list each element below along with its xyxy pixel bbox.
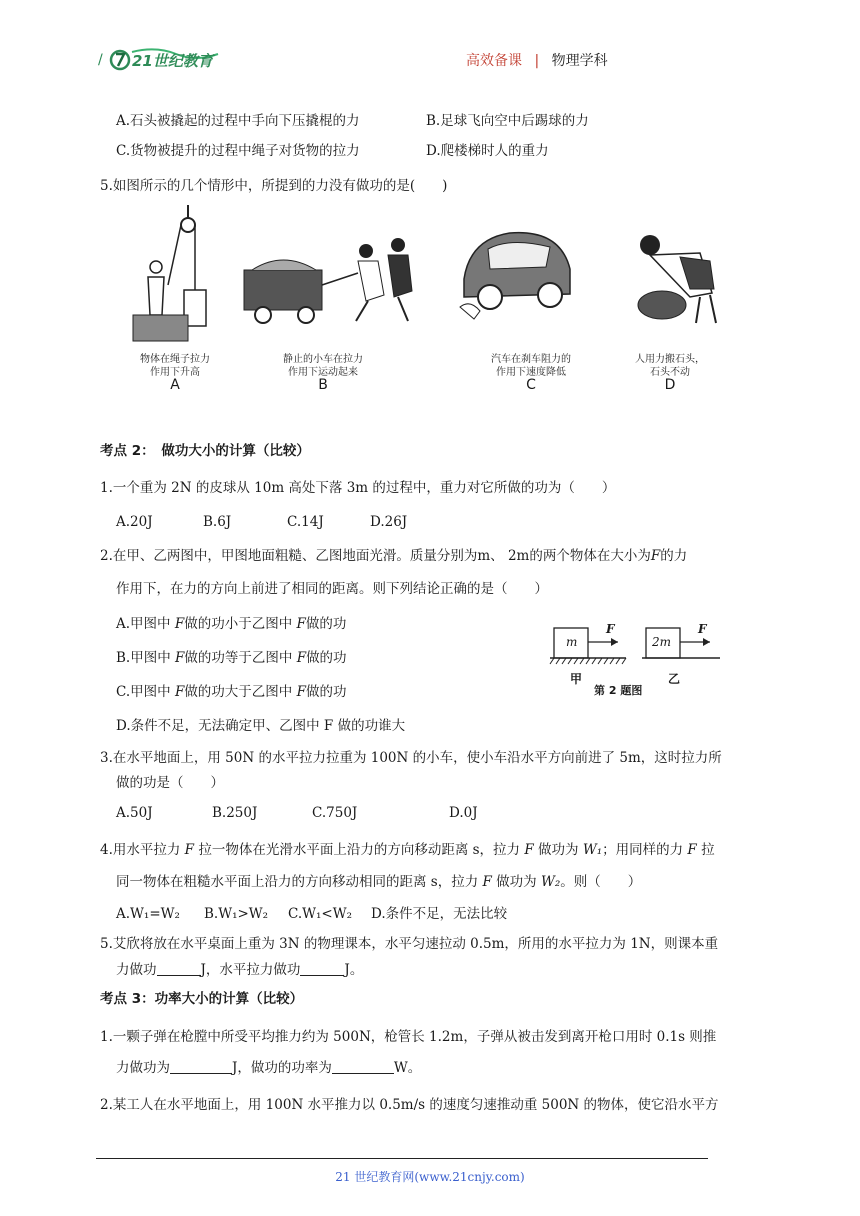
- s3-question-2-line1: 2.某工人在水平地面上，用 100N 水平推力以 0.5m/s 的速度匀速推动重 500N 的物体，使它沿水平方: [100, 1097, 719, 1113]
- s1-question-5: 5.如图所示的几个情形中，所提到的力没有做功的是( ): [100, 178, 448, 194]
- s2-q1-option-c: C.14J: [287, 514, 324, 530]
- s3-q1-blank-2[interactable]: [332, 1059, 394, 1074]
- s2-question-2-line1: [100, 546, 687, 566]
- s2-q2-a-p4: 做的功: [305, 616, 347, 632]
- footer-link[interactable]: 21 世纪教育网(www.21cnjy.com): [335, 1170, 525, 1184]
- s2-q2-c-p4: 做的功: [305, 684, 347, 700]
- s2-question-3-line2: 做的功是（ ）: [116, 775, 224, 791]
- s2-q4-l1-e: 拉: [696, 842, 715, 858]
- s2-q2-a-p2: 做的功小于乙图中: [184, 616, 297, 632]
- q2-fig-label-jia: 甲: [570, 672, 583, 686]
- s2-q2-l1-text: 2.在甲、乙两图中，甲图地面粗糙、乙图地面光滑。质量分别为m、 2m的两个物体在大小为: [100, 548, 651, 564]
- s3-question-1-line2: [116, 1058, 421, 1078]
- s2-question-2-line2: 作用下，在力的方向上前进了相同的距离。则下列结论正确的是（ ）: [116, 581, 548, 597]
- s2-q4-option-b: B.W₁>W₂: [204, 906, 269, 922]
- s2-q2-l1-end: 的力: [660, 548, 688, 564]
- s2-q5-l2-c: J。: [344, 962, 364, 978]
- s2-q4-l2-c: 。则（ ）: [560, 874, 642, 890]
- s2-question-5-line1: 5.艾欣将放在水平桌面上重为 3N 的物理课本，水平匀速拉动 0.5m，所用的水平拉力为 1N，则课本重: [100, 936, 719, 952]
- q2-figure: [548, 620, 728, 700]
- header-title-right: 物理学科: [551, 53, 608, 69]
- s2-q4-l1-f1: F: [184, 842, 195, 858]
- s2-q4-l2-b: 做功为: [491, 874, 541, 890]
- s2-q3-option-a: A.50J: [116, 805, 153, 821]
- pic-caption-a-line1: 物体在绳子拉力: [140, 354, 210, 365]
- s2-q2-b-p2: 做的功等于乙图中: [184, 650, 297, 666]
- s2-q5-l2-b: J，水平拉力做功: [200, 962, 301, 978]
- header-title-left: 高效备课: [466, 53, 522, 69]
- pic-caption-b: [268, 353, 378, 379]
- s2-q1-option-b: B.6J: [203, 514, 232, 530]
- q2-fig-force1-label: F: [606, 622, 615, 636]
- s2-q4-l1-a: 4.用水平拉力: [100, 842, 185, 858]
- s2-q2-b-p0: B.甲图中: [116, 650, 176, 666]
- s2-question-4-line2: [116, 872, 641, 892]
- s2-q4-l1-d: ；用同样的力: [602, 842, 688, 858]
- pic-letter-b: B: [318, 377, 328, 393]
- s2-q4-l2-a: 同一物体在粗糙水平面上沿力的方向移动相同的距离 s，拉力: [116, 874, 483, 890]
- pic-caption-c: [476, 353, 586, 379]
- person-stone-illustration: [620, 223, 730, 333]
- pic-caption-d-line2: 石头不动: [650, 367, 690, 378]
- s2-q4-option-a: A.W₁=W₂: [116, 906, 180, 922]
- s2-q2-option-a: [116, 614, 346, 634]
- s2-q2-c-p3: F: [296, 684, 306, 700]
- s2-q4-l1-w1: W₁: [582, 842, 603, 858]
- s2-q1-option-d: D.26J: [370, 514, 408, 530]
- pic-letter-a: A: [170, 377, 180, 393]
- s2-q4-l1-b: 拉一物体在光滑水平面上沿力的方向移动距离 s，拉力: [194, 842, 525, 858]
- s2-q3-option-b: B.250J: [212, 805, 258, 821]
- pic-caption-c-line2: 作用下速度降低: [496, 367, 566, 378]
- header-separator: |: [534, 53, 540, 69]
- s2-q5-blank-2[interactable]: [300, 961, 344, 976]
- s2-q2-c-p2: 做的功大于乙图中: [184, 684, 297, 700]
- pic-caption-a: [120, 353, 230, 379]
- section3-title: 考点 3：功率大小的计算（比较）: [100, 991, 304, 1007]
- s1-option-b: B.足球飞向空中后踢球的力: [426, 113, 589, 129]
- q2-fig-box1-label: m: [566, 635, 578, 649]
- s2-q5-l2-a: 力做功: [116, 962, 157, 978]
- pic-caption-b-line2: 作用下运动起来: [288, 367, 358, 378]
- s2-q3-option-d: D.0J: [449, 805, 478, 821]
- s2-q2-a-p0: A.甲图中: [116, 616, 175, 632]
- s2-q2-c-p1: F: [174, 684, 185, 700]
- q2-fig-caption: 第 2 题图: [594, 684, 643, 697]
- pic-caption-a-line2: 作用下升高: [150, 367, 200, 378]
- s2-question-1: 1.一个重为 2N 的皮球从 10m 高处下落 3m 的过程中，重力对它所做的功为（ ）: [100, 480, 616, 496]
- s2-q2-a-p1: F: [174, 616, 185, 632]
- car-braking-illustration: [450, 219, 580, 329]
- q2-fig-box2-label: 2m: [652, 635, 672, 649]
- q2-fig-force2-label: F: [698, 622, 707, 636]
- pic-letter-c: C: [526, 377, 536, 393]
- cart-pulled-illustration: [238, 235, 418, 350]
- s2-q4-l1-c: 做功为: [533, 842, 583, 858]
- s2-q2-a-p3: F: [296, 616, 306, 632]
- s2-q4-l1-f2: F: [524, 842, 534, 858]
- s2-q2-c-p0: C.甲图中: [116, 684, 175, 700]
- s3-q1-l2-c: W。: [393, 1060, 422, 1076]
- pic-caption-d-line1: 人用力搬石头，: [635, 354, 705, 365]
- s2-q2-b-p4: 做的功: [306, 650, 347, 666]
- s2-q4-l1-f3: F: [687, 842, 697, 858]
- s2-q4-l2-w2: W₂: [540, 874, 561, 890]
- s2-q1-option-a: A.20J: [116, 514, 153, 530]
- header-title: [466, 50, 608, 70]
- s3-q1-l2-a: 力做功为: [116, 1060, 170, 1076]
- pic-caption-d: [620, 353, 720, 379]
- s3-question-1-line1: 1.一颗子弹在枪膛中所受平均推力约为 500N，枪管长 1.2m，子弹从被击发到离开枪口用时 0.1s 则推: [100, 1029, 717, 1045]
- section2-title: 考点 2： 做功大小的计算（比较）: [100, 443, 310, 459]
- s2-q5-blank-1[interactable]: [157, 961, 201, 976]
- s2-q2-b-p3: F: [296, 650, 307, 666]
- s2-q2-option-c: [116, 682, 346, 702]
- s2-q4-option-c: C.W₁<W₂: [288, 906, 353, 922]
- s2-q4-l2-f: F: [482, 874, 492, 890]
- s3-q1-l2-b: J，做功的功率为: [232, 1060, 332, 1076]
- s2-q2-l1-var: F: [650, 548, 661, 564]
- s2-question-3-line1: 3.在水平地面上，用 50N 的水平拉力拉重为 100N 的小车，使小车沿水平方向前进了 5m，这时拉力所: [100, 750, 722, 766]
- pulley-lift-illustration: [128, 205, 224, 345]
- pic-caption-c-line1: 汽车在刹车阻力的: [491, 354, 571, 365]
- header-logo: [96, 44, 226, 72]
- s2-question-4-line1: [100, 840, 715, 860]
- q2-fig-label-yi: 乙: [668, 672, 681, 686]
- q5-illustrations: [120, 205, 740, 400]
- s2-q4-option-d: D.条件不足，无法比较: [371, 906, 508, 922]
- footer-rule: [96, 1158, 708, 1159]
- s2-q2-option-d: D.条件不足，无法确定甲、乙图中 F 做的功谁大: [116, 718, 406, 734]
- s2-q2-b-p1: F: [175, 650, 185, 666]
- pic-letter-d: D: [664, 377, 676, 393]
- pic-caption-b-line1: 静止的小车在拉力: [283, 354, 363, 365]
- s1-option-a: A.石头被撬起的过程中手向下压撬棍的力: [116, 113, 360, 129]
- svg-text:/: /: [98, 52, 103, 68]
- s2-q2-option-b: [116, 648, 347, 668]
- s1-option-c: C.货物被提升的过程中绳子对货物的拉力: [116, 143, 360, 159]
- logo-text: 21世纪教育: [132, 52, 213, 70]
- s2-q3-option-c: C.750J: [312, 805, 358, 821]
- s3-q1-blank-1[interactable]: [170, 1059, 232, 1074]
- s1-option-d: D.爬楼梯时人的重力: [426, 143, 549, 159]
- s2-question-5-line2: [116, 960, 363, 980]
